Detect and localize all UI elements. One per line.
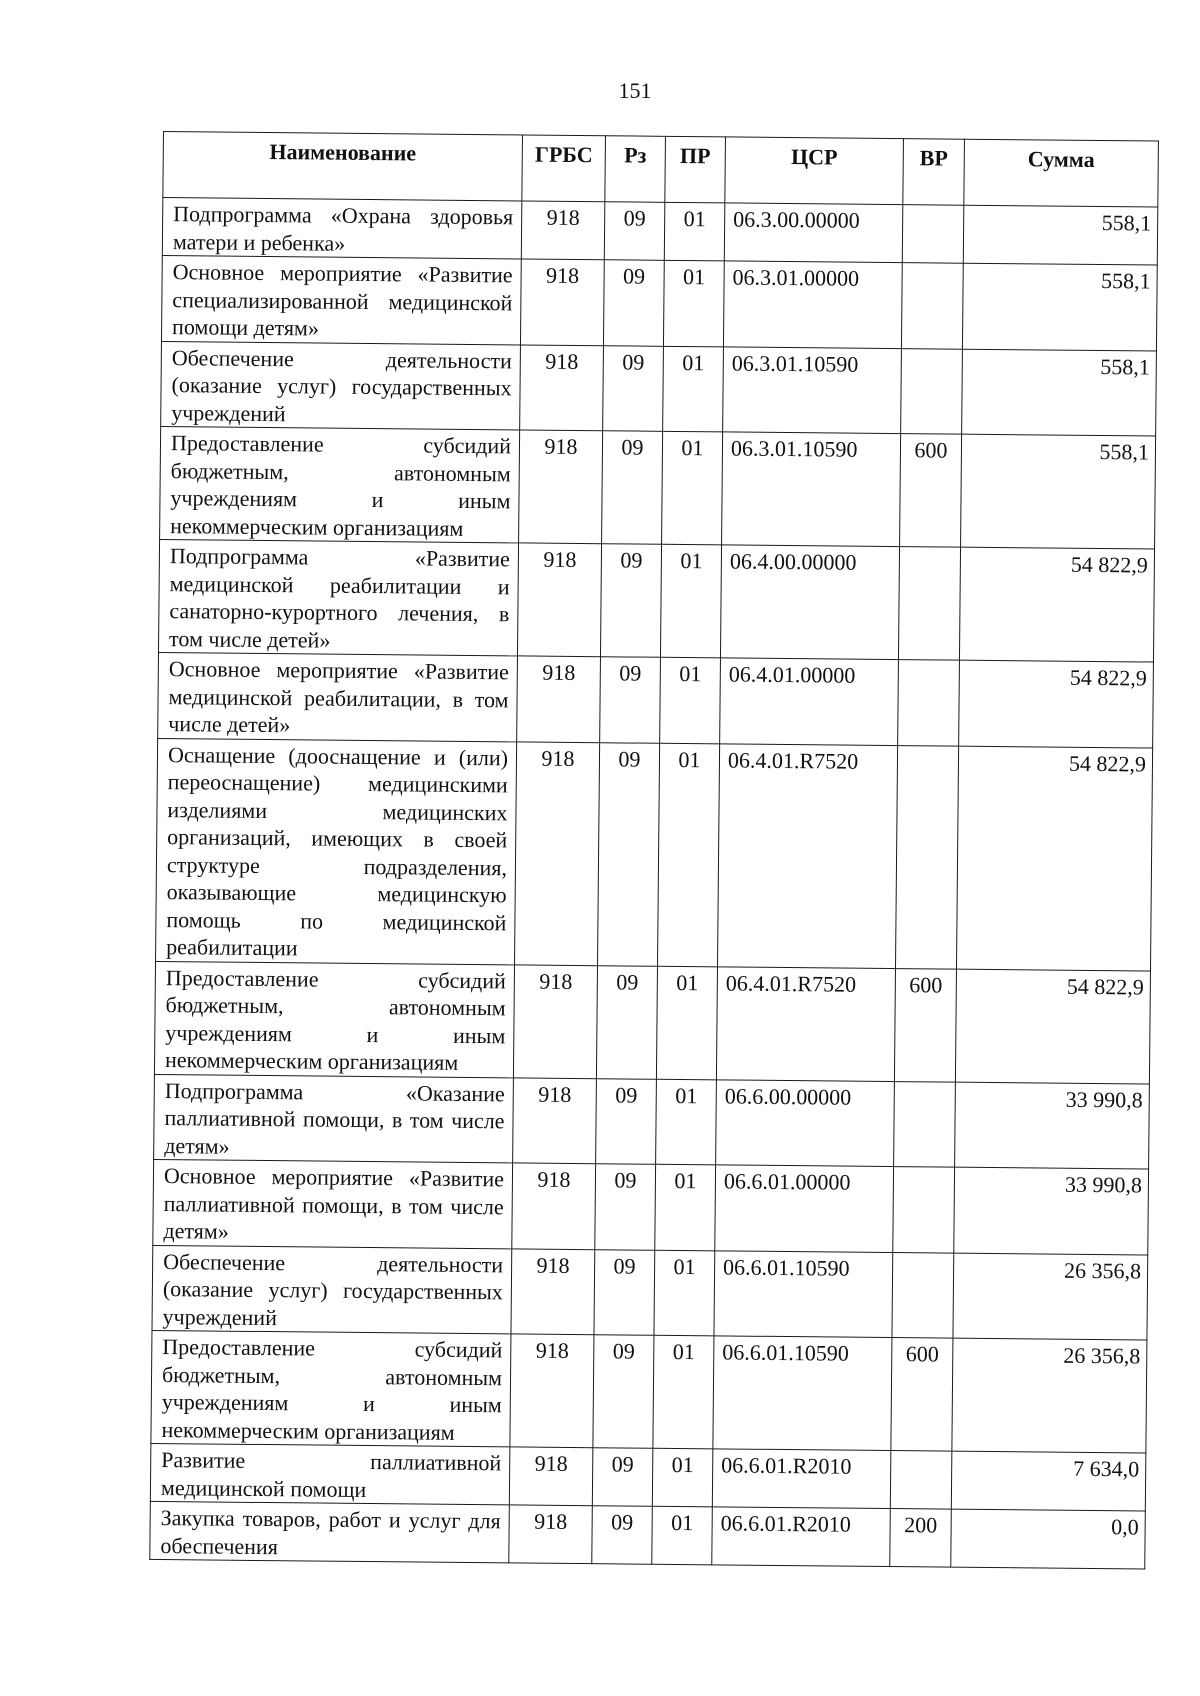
row-grbs: 918 — [513, 964, 597, 1078]
row-sum: 26 356,8 — [953, 1253, 1148, 1340]
header-vr: ВР — [903, 139, 965, 206]
row-grbs: 918 — [517, 543, 601, 657]
row-name: Подпрограмма «Охрана здоровья матери и ребенка» — [162, 198, 522, 259]
row-sum: 54 822,9 — [959, 547, 1154, 662]
row-pr: 01 — [664, 202, 725, 261]
row-name: Развитие паллиативной медицинской помощи — [150, 1443, 510, 1504]
row-vr: 600 — [891, 1338, 953, 1452]
row-grbs: 918 — [520, 344, 604, 430]
row-vr: 600 — [894, 968, 956, 1082]
row-csr: 06.3.01.00000 — [723, 261, 902, 348]
header-row — [163, 132, 1159, 208]
row-csr: 06.4.01.R7520 — [716, 966, 895, 1081]
row-name: Основное мероприятие «Развитие паллиативной помощи, в том числе детям» — [153, 1159, 513, 1248]
row-pr: 01 — [656, 966, 717, 1080]
row-pr: 01 — [653, 1335, 714, 1449]
budget-table — [149, 131, 1159, 1569]
table-row — [162, 198, 1158, 266]
row-vr — [890, 1451, 952, 1510]
row-grbs: 918 — [512, 1163, 596, 1249]
table-row — [161, 341, 1157, 436]
row-grbs: 918 — [510, 1334, 594, 1448]
row-grbs: 918 — [509, 1505, 593, 1564]
page-number: 151 — [618, 78, 652, 103]
row-grbs: 918 — [519, 430, 603, 544]
row-grbs: 918 — [511, 1248, 595, 1334]
row-rz: 09 — [600, 657, 661, 743]
row-sum: 26 356,8 — [952, 1338, 1147, 1453]
row-name: Предоставление субсидий бюджетным, автономным учреждениям и иным некоммерческим организациям — [154, 961, 514, 1077]
header-sum: Сумма — [964, 139, 1159, 207]
row-pr: 01 — [663, 260, 724, 346]
row-csr: 06.3.01.10590 — [723, 346, 902, 433]
row-vr — [898, 547, 960, 661]
table-row — [161, 255, 1157, 350]
row-pr: 01 — [660, 544, 721, 658]
row-rz: 09 — [592, 1506, 653, 1565]
row-vr — [895, 745, 958, 969]
row-grbs: 918 — [520, 259, 604, 345]
row-grbs: 918 — [515, 741, 600, 965]
row-pr: 01 — [656, 1079, 717, 1165]
row-sum: 33 990,8 — [954, 1167, 1149, 1254]
row-csr: 06.3.00.00000 — [724, 203, 903, 263]
table-row — [150, 1501, 1146, 1569]
table-header — [163, 132, 1159, 208]
table-row — [160, 426, 1156, 549]
row-name: Основное мероприятие «Развитие специализированной медицинской помощи детям» — [161, 255, 521, 344]
row-vr — [902, 205, 964, 264]
table-row — [154, 1074, 1150, 1169]
row-csr: 06.6.01.R2010 — [712, 1449, 891, 1509]
row-rz: 09 — [604, 202, 665, 261]
row-grbs: 918 — [521, 201, 605, 260]
row-rz: 09 — [598, 742, 660, 966]
header-csr: ЦСР — [725, 137, 904, 205]
row-name: Обеспечение деятельности (оказание услуг) государственных учреждений — [161, 341, 521, 430]
row-name: Основное мероприятие «Развитие медицинской реабилитации, в том числе детей» — [158, 652, 518, 741]
row-rz: 09 — [603, 260, 664, 346]
row-grbs: 918 — [509, 1447, 593, 1506]
row-sum: 54 822,9 — [956, 746, 1152, 971]
row-name: Предоставление субсидий бюджетным, автономным учреждениям и иным некоммерческим организациям — [160, 426, 520, 542]
row-sum: 558,1 — [961, 434, 1156, 549]
row-rz: 09 — [596, 1078, 657, 1164]
row-pr: 01 — [652, 1506, 713, 1565]
row-pr: 01 — [655, 1164, 716, 1250]
row-name: Оснащение (дооснащение и (или) переоснащение) медицинскими изделиями медицинских организаций, имеющих в своей структуре подразделения, оказывающие медицинскую помощь по медицинской реабилитации — [156, 738, 517, 964]
row-vr — [901, 348, 963, 434]
row-csr: 06.3.01.10590 — [722, 432, 901, 547]
row-pr: 01 — [658, 743, 720, 967]
table-row — [153, 1159, 1149, 1254]
row-rz: 09 — [600, 544, 661, 658]
budget-table-container — [149, 131, 1158, 1569]
row-csr: 06.4.01.R7520 — [718, 743, 898, 968]
row-rz: 09 — [593, 1335, 654, 1449]
row-pr: 01 — [652, 1448, 713, 1507]
row-name: Закупка товаров, работ и услуг для обеспечения — [150, 1501, 510, 1562]
row-name: Предоставление субсидий бюджетным, автономным учреждениям и иным некоммерческим организациям — [151, 1330, 511, 1446]
row-grbs: 918 — [513, 1077, 597, 1163]
table-row — [150, 1443, 1146, 1511]
row-csr: 06.6.01.10590 — [714, 1250, 893, 1337]
header-rz: Рз — [605, 136, 666, 203]
row-rz: 09 — [603, 345, 664, 431]
row-pr: 01 — [654, 1250, 715, 1336]
row-name: Подпрограмма «Развитие медицинской реабилитации и санаторно-курортного лечения, в том числе детей» — [158, 539, 518, 655]
table-row — [154, 961, 1150, 1084]
row-csr: 06.6.01.R2010 — [712, 1507, 891, 1567]
row-pr: 01 — [662, 431, 723, 545]
table-row — [156, 738, 1153, 971]
row-rz: 09 — [595, 1164, 656, 1250]
row-sum: 558,1 — [963, 205, 1158, 265]
header-pr: ПР — [665, 136, 726, 203]
row-rz: 09 — [594, 1249, 655, 1335]
row-name: Обеспечение деятельности (оказание услуг) государственных учреждений — [152, 1245, 512, 1334]
row-csr: 06.4.01.00000 — [720, 658, 899, 745]
row-rz: 09 — [602, 431, 663, 545]
row-sum: 54 822,9 — [955, 969, 1150, 1084]
row-grbs: 918 — [517, 656, 601, 742]
table-row — [151, 1330, 1147, 1453]
row-sum: 0,0 — [951, 1509, 1146, 1569]
row-csr: 06.6.01.10590 — [713, 1336, 892, 1451]
row-vr — [893, 1167, 955, 1253]
header-name: Наименование — [163, 132, 523, 201]
row-vr — [892, 1252, 954, 1338]
row-vr — [894, 1081, 956, 1167]
row-sum: 558,1 — [962, 263, 1157, 350]
row-vr — [898, 660, 960, 746]
row-sum: 558,1 — [962, 349, 1157, 436]
table-row — [152, 1245, 1148, 1340]
row-rz: 09 — [592, 1448, 653, 1507]
row-vr: 200 — [890, 1509, 952, 1568]
row-sum: 54 822,9 — [959, 660, 1154, 747]
table-row — [158, 539, 1154, 662]
row-pr: 01 — [660, 657, 721, 743]
row-sum: 7 634,0 — [951, 1451, 1146, 1511]
table-row — [158, 652, 1154, 747]
row-csr: 06.6.01.00000 — [715, 1165, 894, 1252]
row-name: Подпрограмма «Оказание паллиативной помощи, в том числе детям» — [154, 1074, 514, 1163]
row-csr: 06.6.00.00000 — [716, 1079, 895, 1166]
row-vr — [901, 263, 963, 349]
row-vr: 600 — [900, 434, 962, 548]
row-rz: 09 — [596, 965, 657, 1079]
row-sum: 33 990,8 — [955, 1082, 1150, 1169]
row-csr: 06.4.00.00000 — [720, 545, 899, 660]
header-grbs: ГРБС — [522, 135, 606, 202]
row-pr: 01 — [663, 346, 724, 432]
table-body — [150, 198, 1158, 1569]
